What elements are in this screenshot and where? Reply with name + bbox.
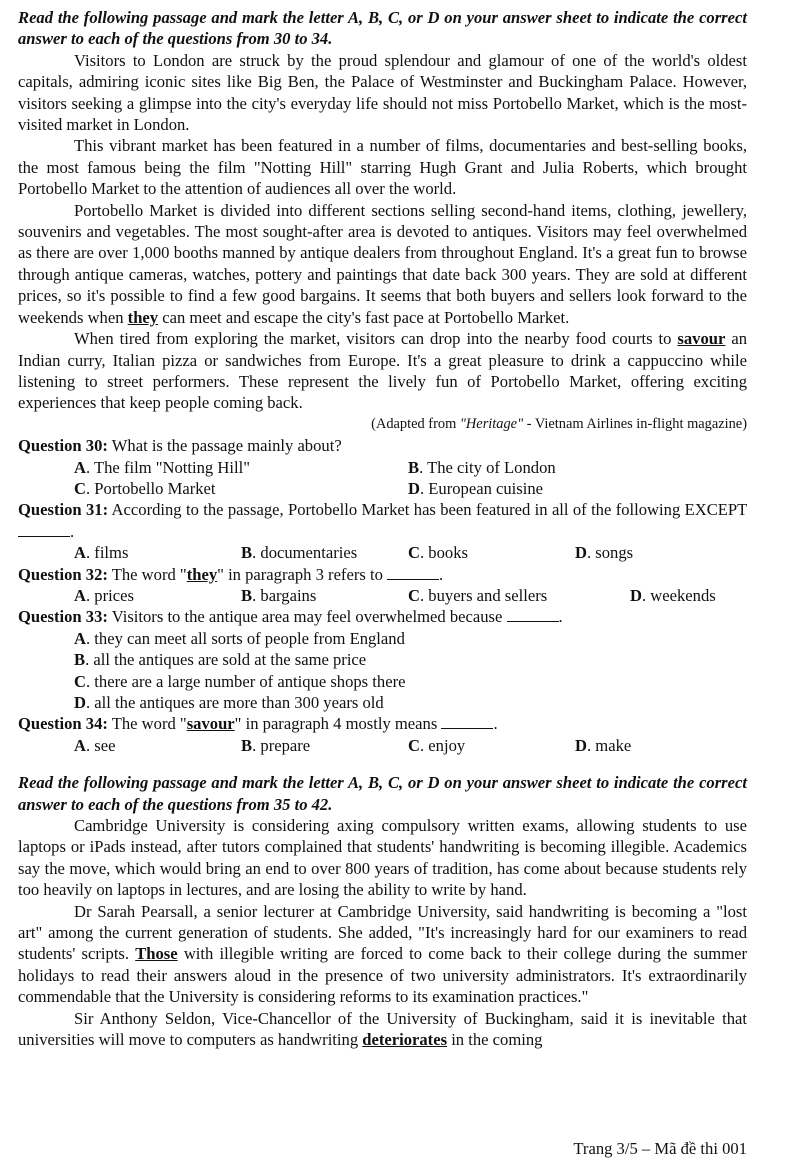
passage2-paragraph-2: Dr Sarah Pearsall, a senior lecturer at Cambridge University, said handwriting is becoming a "lost art" among the current generation of students. She added, "It's increasingly hard for our examiners to read students' scripts. Those with illegible writing are forced to come back to their college during the summer holidays to read their answers aloud in the presence of two university administrators. It's extraordinarily commendable that the University is considering reforms to its examination practices.": [18, 901, 748, 1007]
question-30-text: What is the passage mainly about?: [107, 436, 342, 456]
p4-text-before: When tired from exploring the market, visitors can drop into the nearby food courts to: [74, 329, 678, 349]
question-30-option-c[interactable]: C. Portobello Market: [74, 478, 216, 498]
question-33-label: Question 33:: [18, 607, 108, 627]
page-footer: Trang 3/5 – Mã đề thi 001: [573, 1139, 747, 1158]
p3-text-before: Portobello Market is divided into different sections selling second-hand items, clothing, jewellery, souvenirs and vegetables. The most sought-after area is devoted to antiques. Visitors may feel overwhelmed as there are over 1,000 booths manned by antique dealers from throughout England. It's a great fun to browse through antique cameras, watches, pottery and paintings that date back 300 years. They are sold at different prices, so it's possible to find a few good bargains. It seems that both buyers and sellers look forward to the weekends when: [18, 200, 747, 327]
question-33-option-a[interactable]: A. they can meet all sorts of people from England: [74, 628, 405, 648]
question-31-options: [18, 542, 747, 563]
keyword-those: Those: [135, 944, 178, 964]
passage1-paragraph-4: [18, 328, 747, 414]
question-30: [18, 435, 747, 456]
question-31-label: Question 31:: [18, 500, 109, 520]
question-34-option-d[interactable]: D. make: [575, 735, 632, 755]
keyword-deteriorates: deteriorates: [362, 1030, 448, 1050]
question-34-options: [18, 735, 747, 756]
question-32-option-d[interactable]: D. weekends: [630, 585, 716, 605]
question-33-option-d[interactable]: D. all the antiques are more than 300 years old: [74, 693, 384, 712]
passage2-paragraph-3: Sir Anthony Seldon, Vice-Chancellor of the University of Buckingham, said it is inevitable that universities will move to computers as handwriting deteriorates in the coming: [18, 1008, 747, 1050]
question-30-option-b[interactable]: B. The city of London: [408, 457, 556, 477]
answer-blank: [441, 714, 493, 729]
exam-page: [18, 7, 747, 1051]
question-30-label: Question 30:: [18, 436, 108, 456]
section2-instruction: Read the following passage and mark the letter A, B, C, or D on your answer sheet to indicate the correct answer to each of the questions from 35 to 42.: [18, 773, 747, 814]
source-title: "Heritage": [459, 415, 524, 432]
passage1-paragraph-2: This vibrant market has been featured in a number of films, documentaries and best-selling books, the most famous being the film "Notting Hill" starring Hugh Grant and Julia Roberts, which brought Portobello Market to the attention of audiences all over the world.: [18, 136, 747, 199]
question-31-option-a[interactable]: A. films: [74, 543, 129, 563]
section-gap: [18, 756, 747, 772]
question-33: Question 33: Visitors to the antique area may feel overwhelmed because .: [18, 607, 563, 627]
question-31-text: According to the passage, Portobello Market has been featured in all of the following EXCEPT: [108, 500, 747, 520]
question-33-option-b[interactable]: B. all the antiques are sold at the same price: [74, 650, 367, 670]
question-32-keyword: they: [186, 564, 218, 584]
question-34: Question 34: The word "savour" in paragraph 4 mostly means .: [18, 714, 498, 734]
question-32-option-b[interactable]: B. bargains: [241, 585, 317, 605]
question-33-text: Visitors to the antique area may feel overwhelmed because: [107, 607, 507, 627]
p3-text-after: can meet and escape the city's fast pace at Portobello Market.: [158, 307, 570, 327]
question-33-options: [18, 628, 747, 714]
question-30-option-a[interactable]: A. The film "Notting Hill": [74, 457, 250, 477]
p4-text-after: an Indian curry, Italian pizza or sandwiches from Europe. It's a great pleasure to drink a cappuccino while listening to street performers. These represent the lively fun of Portobello Market, offering exciting experiences that keep people coming back.: [18, 329, 747, 413]
question-34-option-a[interactable]: A. see: [74, 735, 116, 755]
keyword-they: they: [127, 307, 159, 327]
question-34-keyword: savour: [186, 714, 235, 734]
answer-blank: [507, 607, 559, 622]
answer-blank: [18, 522, 70, 537]
question-30-option-d[interactable]: D. European cuisine: [408, 478, 544, 498]
question-31-option-c[interactable]: C. books: [408, 543, 468, 563]
question-32-option-c[interactable]: C. buyers and sellers: [408, 585, 548, 605]
keyword-savour: savour: [677, 329, 726, 349]
question-34-label: Question 34:: [18, 714, 108, 734]
source-suffix: - Vietnam Airlines in-flight magazine): [523, 415, 747, 432]
source-prefix: (Adapted from: [371, 415, 460, 432]
passage1-paragraph-3: [18, 200, 747, 328]
question-31: Question 31: According to the passage, Portobello Market has been featured in all of the following EXCEPT .: [18, 500, 747, 541]
question-31-option-b[interactable]: B. documentaries: [241, 543, 358, 563]
section1-instruction: Read the following passage and mark the letter A, B, C, or D on your answer sheet to indicate the correct answer to each of the questions from 30 to 34.: [18, 8, 747, 49]
question-34-option-c[interactable]: C. enjoy: [408, 735, 466, 755]
passage2-paragraph-1: Cambridge University is considering axing compulsory written exams, allowing students to use laptops or iPads instead, after tutors complained that students' handwriting is becoming illegible. Academics say the move, which would bring an end to over 800 years of tradition, has come about because students rely too heavily on laptops in lectures, and are losing the ability to write by hand.: [18, 816, 747, 900]
passage1-source: [18, 414, 747, 435]
question-33-option-c[interactable]: C. there are a large number of antique shops there: [74, 671, 406, 691]
question-32-option-a[interactable]: A. prices: [74, 585, 134, 605]
question-32-options: [18, 585, 747, 606]
question-30-options-row-2: [18, 478, 747, 499]
question-30-options-row-1: [18, 457, 747, 478]
question-32: Question 32: The word "they" in paragraph 3 refers to .: [18, 564, 444, 584]
passage1-paragraph-1: Visitors to London are struck by the proud splendour and glamour of one of the world's oldest capitals, admiring iconic sites like Big Ben, the Palace of Westminster and Buckingham Palace. However, visitors seeking a glimpse into the city's everyday life should not miss Portobello Market, which is the most-visited market in London.: [18, 50, 747, 135]
answer-blank: [387, 565, 439, 580]
question-31-option-d[interactable]: D. songs: [575, 543, 634, 563]
question-34-option-b[interactable]: B. prepare: [241, 735, 311, 755]
question-32-label: Question 32:: [18, 564, 108, 584]
